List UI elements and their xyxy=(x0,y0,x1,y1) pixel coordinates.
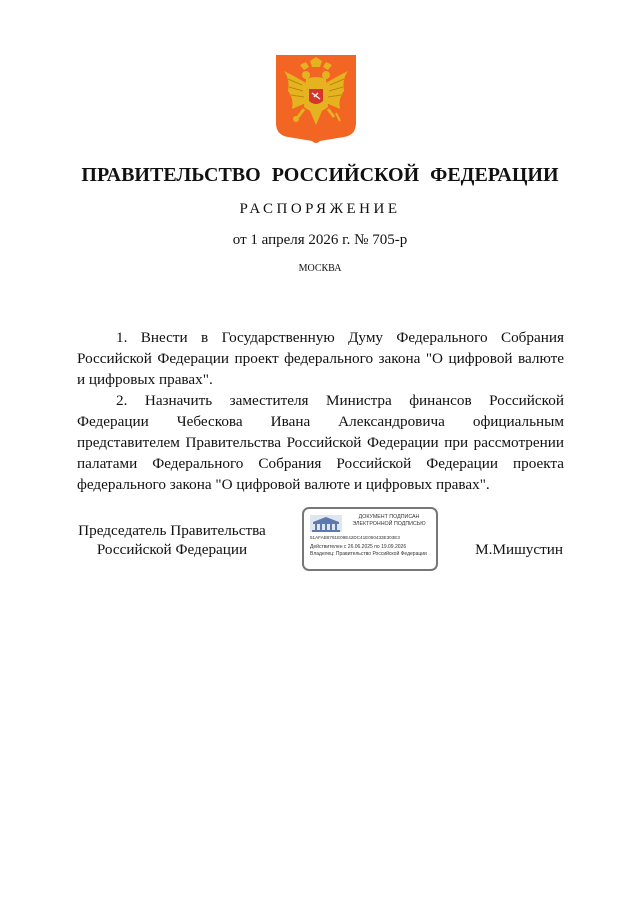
paragraph-1: 1. Внести в Государственную Думу Федерального Собрания Российской Федерации проект федерального закона "О цифровой валюте и цифровых правах". xyxy=(77,329,564,388)
document-city: МОСКВА xyxy=(298,263,342,274)
document-date-number: от 1 апреля 2026 г. № 705-р xyxy=(232,232,408,248)
signatory-name: М.Мишустин xyxy=(475,541,563,558)
stamp-owner: Владелец: Правительство Российской Федерации xyxy=(310,551,427,557)
signatory-position xyxy=(77,521,267,559)
stamp-validity-period: Действителен с 26.06.2025 по 19.09.2026 xyxy=(310,544,407,550)
organization-title: ПРАВИТЕЛЬСТВО РОССИЙСКОЙ ФЕДЕРАЦИИ xyxy=(81,164,559,186)
government-building-icon xyxy=(310,515,342,532)
signatory-position-line-1: Председатель Правительства xyxy=(78,522,266,539)
stamp-title-line-1: ДОКУМЕНТ ПОДПИСАН xyxy=(358,514,420,520)
stamp-title-line-2: ЭЛЕКТРОННОЙ ПОДПИСЬЮ xyxy=(352,520,426,527)
document-body xyxy=(77,327,564,495)
coat-of-arms-emblem xyxy=(276,55,356,145)
stamp-certificate-serial: 51AFAB8781E09E42DC41E050433E303E3 xyxy=(310,535,400,540)
russian-coat-of-arms-icon xyxy=(276,55,356,145)
paragraph-2: 2. Назначить заместителя Министра финансов Российской Федерации Чебескова Ивана Александровича официальным представителем Правительства Российской Федерации при рассмотрении палатами Федерального Собрания Российской Федерации проекта федерального закона "О цифровой валюте и цифровых правах". xyxy=(77,392,564,493)
electronic-signature-stamp xyxy=(302,507,438,571)
signatory-position-line-2: Российской Федерации xyxy=(96,541,248,558)
document-type: РАСПОРЯЖЕНИЕ xyxy=(239,201,401,217)
stamp-title xyxy=(344,514,434,527)
